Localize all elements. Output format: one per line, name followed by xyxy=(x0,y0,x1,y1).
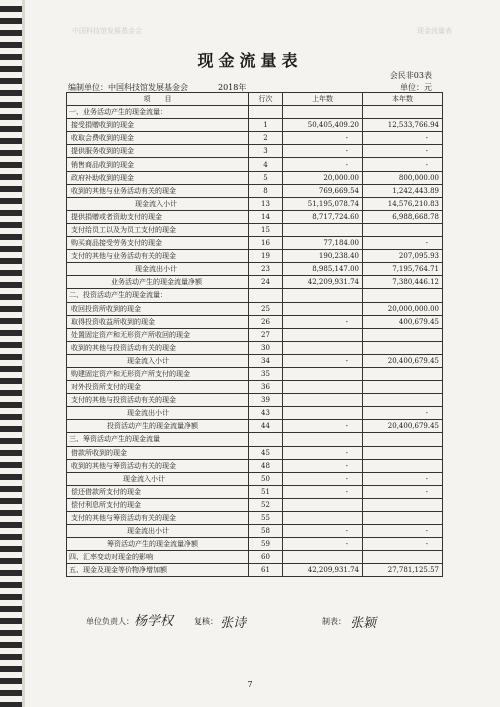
table-row xyxy=(67,420,443,433)
table-row xyxy=(67,237,443,250)
row-line-number: 45 xyxy=(249,446,283,459)
row-item: 收回投资所收到的现金 xyxy=(67,302,249,315)
row-line-number: 51 xyxy=(249,485,283,498)
column-header-current-year: 本年数 xyxy=(363,93,443,106)
row-line-number: 14 xyxy=(249,210,283,223)
row-item: 收到的其他与投资活动有关的现金 xyxy=(67,341,249,354)
row-prev-year: 190,238.40 xyxy=(283,250,363,263)
row-line-number: 34 xyxy=(249,354,283,367)
table-header-row xyxy=(67,93,443,106)
row-item: 提供捐赠或者资助支付的现金 xyxy=(67,210,249,223)
row-item: 取得投资收益所收到的现金 xyxy=(67,315,249,328)
row-current-year: 14,576,210.83 xyxy=(363,197,443,210)
row-current-year: - xyxy=(363,485,443,498)
row-prev-year: 51,195,078.74 xyxy=(283,197,363,210)
faint-page-header xyxy=(72,26,452,36)
table-row xyxy=(67,341,443,354)
table-row xyxy=(67,381,443,394)
row-prev-year xyxy=(283,551,363,564)
row-item: 投资活动产生的现金流量净额 xyxy=(67,420,249,433)
row-current-year: 207,095.93 xyxy=(363,250,443,263)
table-row xyxy=(67,354,443,367)
row-current-year xyxy=(363,512,443,525)
row-prev-year: - xyxy=(283,485,363,498)
row-current-year: 20,000,000.00 xyxy=(363,302,443,315)
row-prev-year xyxy=(283,302,363,315)
row-current-year: 12,533,766.94 xyxy=(363,119,443,132)
row-current-year: - xyxy=(363,538,443,551)
table-row xyxy=(67,223,443,236)
row-line-number: 39 xyxy=(249,394,283,407)
row-line-number: 24 xyxy=(249,276,283,289)
row-line-number: 52 xyxy=(249,498,283,511)
row-item: 现金流入小计 xyxy=(67,354,249,367)
table-row xyxy=(67,263,443,276)
row-current-year: 20,400,679.45 xyxy=(363,354,443,367)
row-line-number: 19 xyxy=(249,250,283,263)
row-current-year: - xyxy=(363,472,443,485)
row-current-year xyxy=(363,433,443,446)
table-row xyxy=(67,485,443,498)
row-prev-year: 8,985,147.00 xyxy=(283,263,363,276)
row-current-year xyxy=(363,328,443,341)
row-item: 偿还借款所支付的现金 xyxy=(67,485,249,498)
row-item: 处置固定资产和无形资产所收回的现金 xyxy=(67,328,249,341)
row-current-year: 7,195,764.71 xyxy=(363,263,443,276)
row-prev-year: - xyxy=(283,315,363,328)
row-item: 现金流出小计 xyxy=(67,263,249,276)
row-line-number: 44 xyxy=(249,420,283,433)
row-current-year xyxy=(363,289,443,302)
row-item: 提供服务收到的现金 xyxy=(67,145,249,158)
row-line-number: 61 xyxy=(249,564,283,577)
row-item: 一、业务活动产生的现金流量： xyxy=(67,106,249,119)
form-number: 会民非03表 xyxy=(389,71,432,80)
row-prev-year: - xyxy=(283,472,363,485)
row-current-year: 7,380,446.12 xyxy=(363,276,443,289)
row-line-number: 59 xyxy=(249,538,283,551)
head-label: 单位负责人： xyxy=(86,617,134,626)
row-item: 收到的其他与业务活动有关的现金 xyxy=(67,184,249,197)
table-row xyxy=(67,407,443,420)
row-current-year xyxy=(363,223,443,236)
row-prev-year xyxy=(283,407,363,420)
row-prev-year xyxy=(283,328,363,341)
row-item: 收到的其他与筹资活动有关的现金 xyxy=(67,459,249,472)
row-item: 现金流入小计 xyxy=(67,472,249,485)
row-prev-year xyxy=(283,289,363,302)
row-prev-year: 42,209,931.74 xyxy=(283,564,363,577)
row-current-year xyxy=(363,394,443,407)
row-current-year: - xyxy=(363,237,443,250)
table-row xyxy=(67,538,443,551)
column-header-line: 行次 xyxy=(249,93,283,106)
row-line-number xyxy=(249,289,283,302)
row-current-year: 20,400,679.45 xyxy=(363,420,443,433)
row-current-year: - xyxy=(363,132,443,145)
row-item: 现金流出小计 xyxy=(67,525,249,538)
row-line-number: 2 xyxy=(249,132,283,145)
table-row xyxy=(67,289,443,302)
row-line-number: 36 xyxy=(249,381,283,394)
row-prev-year xyxy=(283,106,363,119)
table-row xyxy=(67,197,443,210)
row-prev-year xyxy=(283,367,363,380)
row-line-number: 60 xyxy=(249,551,283,564)
report-year: 2018年 xyxy=(218,83,247,92)
row-prev-year: 20,000.00 xyxy=(283,171,363,184)
binding-strip xyxy=(0,0,22,707)
row-item: 支付的其他与投资活动有关的现金 xyxy=(67,394,249,407)
table-row xyxy=(67,564,443,577)
row-line-number xyxy=(249,433,283,446)
row-prev-year: - xyxy=(283,145,363,158)
review-label: 复核： xyxy=(194,617,218,626)
row-item: 筹资活动产生的现金流量净额 xyxy=(67,538,249,551)
row-prev-year: 42,209,931.74 xyxy=(283,276,363,289)
currency-unit: 单位：元 xyxy=(400,83,432,92)
table-row xyxy=(67,446,443,459)
row-prev-year: - xyxy=(283,538,363,551)
table-row xyxy=(67,328,443,341)
row-item: 购建固定资产和无形资产所支付的现金 xyxy=(67,367,249,380)
row-current-year: 400,679.45 xyxy=(363,315,443,328)
row-line-number: 8 xyxy=(249,184,283,197)
row-line-number: 1 xyxy=(249,119,283,132)
row-current-year: 1,242,443.89 xyxy=(363,184,443,197)
row-current-year xyxy=(363,551,443,564)
row-item: 购买商品接受劳务支付的现金 xyxy=(67,237,249,250)
row-item: 现金流入小计 xyxy=(67,197,249,210)
row-line-number: 48 xyxy=(249,459,283,472)
table-row xyxy=(67,106,443,119)
row-prev-year xyxy=(283,498,363,511)
row-item: 销售商品收到的现金 xyxy=(67,158,249,171)
row-line-number: 5 xyxy=(249,171,283,184)
table-row xyxy=(67,158,443,171)
row-prev-year: 50,405,409.20 xyxy=(283,119,363,132)
row-item: 支付的其他与业务活动有关的现金 xyxy=(67,250,249,263)
row-line-number: 16 xyxy=(249,237,283,250)
row-prev-year: - xyxy=(283,158,363,171)
row-item: 收取会费收到的现金 xyxy=(67,132,249,145)
row-current-year xyxy=(363,341,443,354)
row-current-year: - xyxy=(363,158,443,171)
row-line-number: 4 xyxy=(249,158,283,171)
page-title: 现金流量表 xyxy=(197,51,303,70)
row-prev-year xyxy=(283,433,363,446)
cash-flow-table xyxy=(66,92,443,577)
row-item: 政府补助收到的现金 xyxy=(67,171,249,184)
row-line-number: 25 xyxy=(249,302,283,315)
row-current-year: 800,000.00 xyxy=(363,171,443,184)
table-row xyxy=(67,367,443,380)
row-prev-year: - xyxy=(283,420,363,433)
row-item: 接受捐赠收到的现金 xyxy=(67,119,249,132)
row-line-number: 27 xyxy=(249,328,283,341)
row-item: 二、投资活动产生的现金流量： xyxy=(67,289,249,302)
row-prev-year xyxy=(283,381,363,394)
table-row xyxy=(67,145,443,158)
table-row xyxy=(67,551,443,564)
row-prev-year: 769,669.54 xyxy=(283,184,363,197)
row-line-number: 3 xyxy=(249,145,283,158)
review-signature: 张诗 xyxy=(220,616,247,631)
row-item: 现金流出小计 xyxy=(67,407,249,420)
row-line-number: 13 xyxy=(249,197,283,210)
row-item: 五、现金及现金等价物净增加额 xyxy=(67,564,249,577)
row-current-year: - xyxy=(363,145,443,158)
maker-label: 制表： xyxy=(322,617,346,626)
row-current-year xyxy=(363,106,443,119)
table-row xyxy=(67,459,443,472)
page-number: 7 xyxy=(247,680,253,689)
row-line-number: 30 xyxy=(249,341,283,354)
table-row xyxy=(67,525,443,538)
head-signature: 杨学权 xyxy=(134,614,174,629)
row-current-year xyxy=(363,498,443,511)
table-row xyxy=(67,302,443,315)
row-line-number: 50 xyxy=(249,472,283,485)
row-current-year xyxy=(363,381,443,394)
faint-header-right: 现金流量表 xyxy=(417,27,452,35)
table-row xyxy=(67,210,443,223)
column-header-item: 项 目 xyxy=(67,93,249,106)
row-item: 业务活动产生的现金流量净额 xyxy=(67,276,249,289)
row-prev-year xyxy=(283,394,363,407)
table-row xyxy=(67,250,443,263)
faint-header-left: 中国科技馆发展基金会 xyxy=(72,27,142,35)
row-line-number: 55 xyxy=(249,512,283,525)
row-current-year: 27,781,125.57 xyxy=(363,564,443,577)
row-line-number: 58 xyxy=(249,525,283,538)
table-row xyxy=(67,171,443,184)
table-row xyxy=(67,119,443,132)
row-item: 支付的其他与筹资活动有关的现金 xyxy=(67,512,249,525)
row-item: 借款所收到的现金 xyxy=(67,446,249,459)
table-row xyxy=(67,276,443,289)
maker-signature: 张颖 xyxy=(350,616,377,631)
row-line-number: 26 xyxy=(249,315,283,328)
row-item: 三、筹资活动产生的现金流量 xyxy=(67,433,249,446)
row-line-number: 43 xyxy=(249,407,283,420)
reporting-unit: 编制单位：中国科技馆发展基金会 2018年 xyxy=(68,83,247,92)
row-prev-year xyxy=(283,223,363,236)
row-prev-year: - xyxy=(283,354,363,367)
table-row xyxy=(67,512,443,525)
row-item: 四、汇率变动对现金的影响 xyxy=(67,551,249,564)
row-item: 支付给员工以及为员工支付的现金 xyxy=(67,223,249,236)
row-line-number: 35 xyxy=(249,367,283,380)
row-item: 对外投资所支付的现金 xyxy=(67,381,249,394)
row-line-number: 23 xyxy=(249,263,283,276)
row-current-year: - xyxy=(363,525,443,538)
row-current-year: 6,988,668.78 xyxy=(363,210,443,223)
table-row xyxy=(67,132,443,145)
row-line-number xyxy=(249,106,283,119)
table-row xyxy=(67,394,443,407)
table-row xyxy=(67,498,443,511)
table-row xyxy=(67,472,443,485)
row-item: 偿付利息所支付的现金 xyxy=(67,498,249,511)
row-line-number: 15 xyxy=(249,223,283,236)
row-prev-year xyxy=(283,512,363,525)
row-prev-year: 8,717,724.60 xyxy=(283,210,363,223)
row-current-year xyxy=(363,446,443,459)
row-prev-year: - xyxy=(283,132,363,145)
row-prev-year: - xyxy=(283,525,363,538)
column-header-prev-year: 上年数 xyxy=(283,93,363,106)
row-current-year: - xyxy=(363,407,443,420)
row-prev-year: 77,184.00 xyxy=(283,237,363,250)
row-current-year xyxy=(363,459,443,472)
row-prev-year: - xyxy=(283,459,363,472)
row-current-year xyxy=(363,367,443,380)
table-row xyxy=(67,315,443,328)
row-prev-year: - xyxy=(283,446,363,459)
table-row xyxy=(67,433,443,446)
table-row xyxy=(67,184,443,197)
row-prev-year xyxy=(283,341,363,354)
